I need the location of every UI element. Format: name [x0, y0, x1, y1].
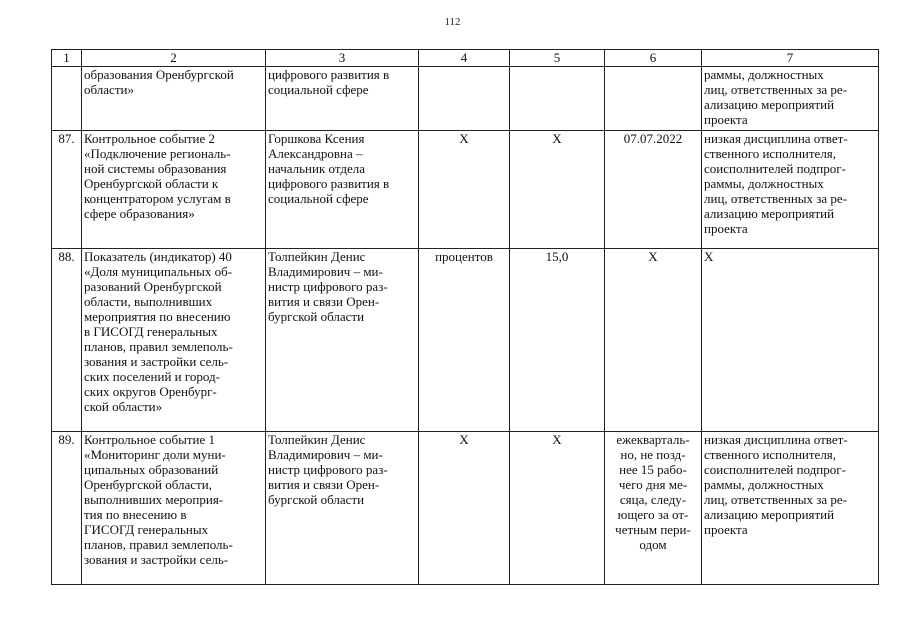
table-row — [52, 131, 879, 249]
row-number — [52, 67, 82, 131]
column-header: 2 — [82, 50, 266, 67]
column-header: 1 — [52, 50, 82, 67]
column-header: 4 — [419, 50, 510, 67]
table-header-row — [52, 50, 879, 67]
deadline-cell — [605, 67, 702, 131]
item-name: Контрольное событие 2 «Подключение региональ- ной системы образования Оренбургской области к концентратором услугам в сфере образования» — [82, 131, 266, 249]
item-name: Показатель (индикатор) 40 «Доля муниципальных об- разований Оренбургской области, выполнивших мероприятия по внесению в ГИСОГД генеральных планов, правил землеполь- зования и застройки сель- ских поселений и город- ских округов Оренбург- ской области» — [82, 249, 266, 432]
deadline-cell: Х — [605, 249, 702, 432]
row-number: 87. — [52, 131, 82, 249]
unit-cell: Х — [419, 131, 510, 249]
column-header: 5 — [510, 50, 605, 67]
deadline-cell: ежекварталь- но, не позд- нее 15 рабо- чего дня ме- сяца, следу- ющего за от- четным пери- одом — [605, 432, 702, 585]
risk-cell: низкая дисциплина ответ- ственного исполнителя, соисполнителей подпрог- раммы, должностных лиц, ответственных за ре- ализацию мероприятий проекта — [702, 131, 879, 249]
value-cell — [510, 67, 605, 131]
responsible-person: Горшкова Ксения Александровна – начальник отдела цифрового развития в социальной сфере — [266, 131, 419, 249]
deadline-cell: 07.07.2022 — [605, 131, 702, 249]
item-name: Контрольное событие 1 «Мониторинг доли муни- ципальных образований Оренбургской области, выполнивших мероприя- тия по внесению в ГИСОГД генеральных планов, правил землеполь- зования и застройки сель- — [82, 432, 266, 585]
responsible-person: Толпейкин Денис Владимирович – ми- нистр цифрового раз- вития и связи Орен- бургской области — [266, 249, 419, 432]
responsible-person: Толпейкин Денис Владимирович – ми- нистр цифрового раз- вития и связи Орен- бургской области — [266, 432, 419, 585]
column-header: 7 — [702, 50, 879, 67]
unit-cell — [419, 67, 510, 131]
table-row — [52, 249, 879, 432]
row-number: 88. — [52, 249, 82, 432]
page-number: 112 — [444, 16, 461, 28]
row-number: 89. — [52, 432, 82, 585]
risk-cell: низкая дисциплина ответ- ственного исполнителя, соисполнителей подпрог- раммы, должностных лиц, ответственных за ре- ализацию мероприятий проекта — [702, 432, 879, 585]
value-cell: 15,0 — [510, 249, 605, 432]
risk-cell: Х — [702, 249, 879, 432]
table-row — [52, 432, 879, 585]
unit-cell: процентов — [419, 249, 510, 432]
value-cell: Х — [510, 432, 605, 585]
table-row — [52, 67, 879, 131]
column-header: 6 — [605, 50, 702, 67]
document-table — [51, 49, 879, 585]
item-name: образования Оренбургской области» — [82, 67, 266, 131]
column-header: 3 — [266, 50, 419, 67]
unit-cell: Х — [419, 432, 510, 585]
responsible-person: цифрового развития в социальной сфере — [266, 67, 419, 131]
risk-cell: раммы, должностных лиц, ответственных за ре- ализацию мероприятий проекта — [702, 67, 879, 131]
value-cell: Х — [510, 131, 605, 249]
